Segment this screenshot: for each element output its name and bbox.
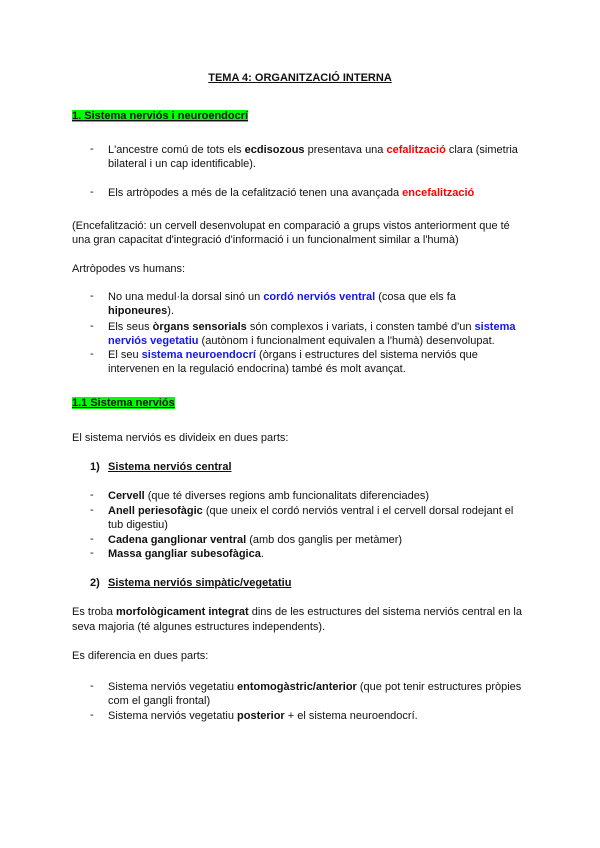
bullet-dash: - (90, 680, 94, 692)
paragraph-encefalitzacio-line-2: una gran capacitat d'integració d'informació i un funcionalment similar a l'humà) (72, 234, 459, 246)
bullet-dash: - (90, 290, 94, 302)
bullet-1-line-2: bilateral i un cap identificable). (108, 158, 256, 170)
list-item-cadena: Cadena ganglionar ventral (amb dos ganglis per metàmer) (108, 534, 403, 546)
bullet-dash: - (90, 533, 94, 545)
section-heading-1-text: 1. Sistema nerviós i neuroendocrí (72, 110, 249, 122)
intro-text: El sistema nerviós es divideix en dues parts: (72, 432, 289, 444)
bullet-dash: - (90, 143, 94, 155)
bullet-dash: - (90, 489, 94, 501)
list-item-anell-line-2: tub digestiu) (108, 519, 168, 531)
numbered-item-1-label: Sistema nerviós central (108, 461, 232, 473)
section-heading-1-1 (72, 396, 175, 410)
bullet-dash: - (90, 547, 94, 559)
bullet-dash: - (90, 504, 94, 516)
numbered-item-2-label: Sistema nerviós simpàtic/vegetatiu (108, 577, 292, 589)
paragraph-integrat-line-1: Es troba morfològicament integrat dins de les estructures del sistema nerviós central en la (72, 606, 522, 618)
bullet-dash: - (90, 186, 94, 198)
bullet-3-line-1: No una medul·la dorsal sinó un cordó nerviós ventral (cosa que els fa (108, 291, 456, 303)
diff-label: Es diferencia en dues parts: (72, 650, 209, 662)
vegetatiu-item-2: Sistema nerviós vegetatiu posterior + el sistema neuroendocrí. (108, 710, 418, 722)
bullet-5-line-2: intervenen en la regulació endocrina) també és molt avançat. (108, 363, 406, 375)
bullet-5-line-1: El seu sistema neuroendocrí (òrgans i estructures del sistema nerviós que (108, 349, 478, 361)
numbered-item-1-number: 1) (90, 461, 100, 473)
list-item-anell: Anell periesofàgic (que uneix el cordó nerviós ventral i el cervell dorsal rodejant el (108, 505, 514, 517)
paragraph-integrat-line-2: seva majoria (té algunes estructures independents). (72, 621, 326, 633)
bullet-dash: - (90, 709, 94, 721)
page-title: TEMA 4: ORGANITZACIÓ INTERNA (208, 72, 392, 84)
bullet-4-line-1: Els seus òrgans sensorials són complexos i variats, i consten també d'un sistema (108, 321, 516, 333)
numbered-item-2-number: 2) (90, 577, 100, 589)
bullet-1-line-1: L'ancestre comú de tots els ecdisozous presentava una cefalització clara (simetria (108, 144, 518, 156)
vegetatiu-item-1-line-1: Sistema nerviós vegetatiu entomogàstric/anterior (que pot tenir estructures pròpies (108, 681, 522, 693)
bullet-2: Els artròpodes a més de la cefalització tenen una avançada encefalització (108, 187, 475, 199)
bullet-4-line-2: nerviós vegetatiu (autònom i funcionalment equivalen a l'humà) desenvolupat. (108, 335, 495, 347)
bullet-dash: - (90, 320, 94, 332)
bullet-3-line-2: hiponeures). (108, 305, 175, 317)
list-item-massa: Massa gangliar subesofàgica. (108, 548, 264, 560)
bullet-dash: - (90, 348, 94, 360)
comparison-label: Artròpodes vs humans: (72, 263, 186, 275)
vegetatiu-item-1-line-2: com el gangli frontal) (108, 695, 211, 707)
list-item-cervell: Cervell (que té diverses regions amb funcionalitats diferenciades) (108, 490, 430, 502)
paragraph-encefalitzacio-line-1: (Encefalització: un cervell desenvolupat en comparació a grups vistos anteriorment que té (72, 220, 510, 232)
section-heading-1 (72, 109, 248, 123)
section-heading-1-1-text: 1.1 Sistema nerviós (72, 397, 175, 409)
